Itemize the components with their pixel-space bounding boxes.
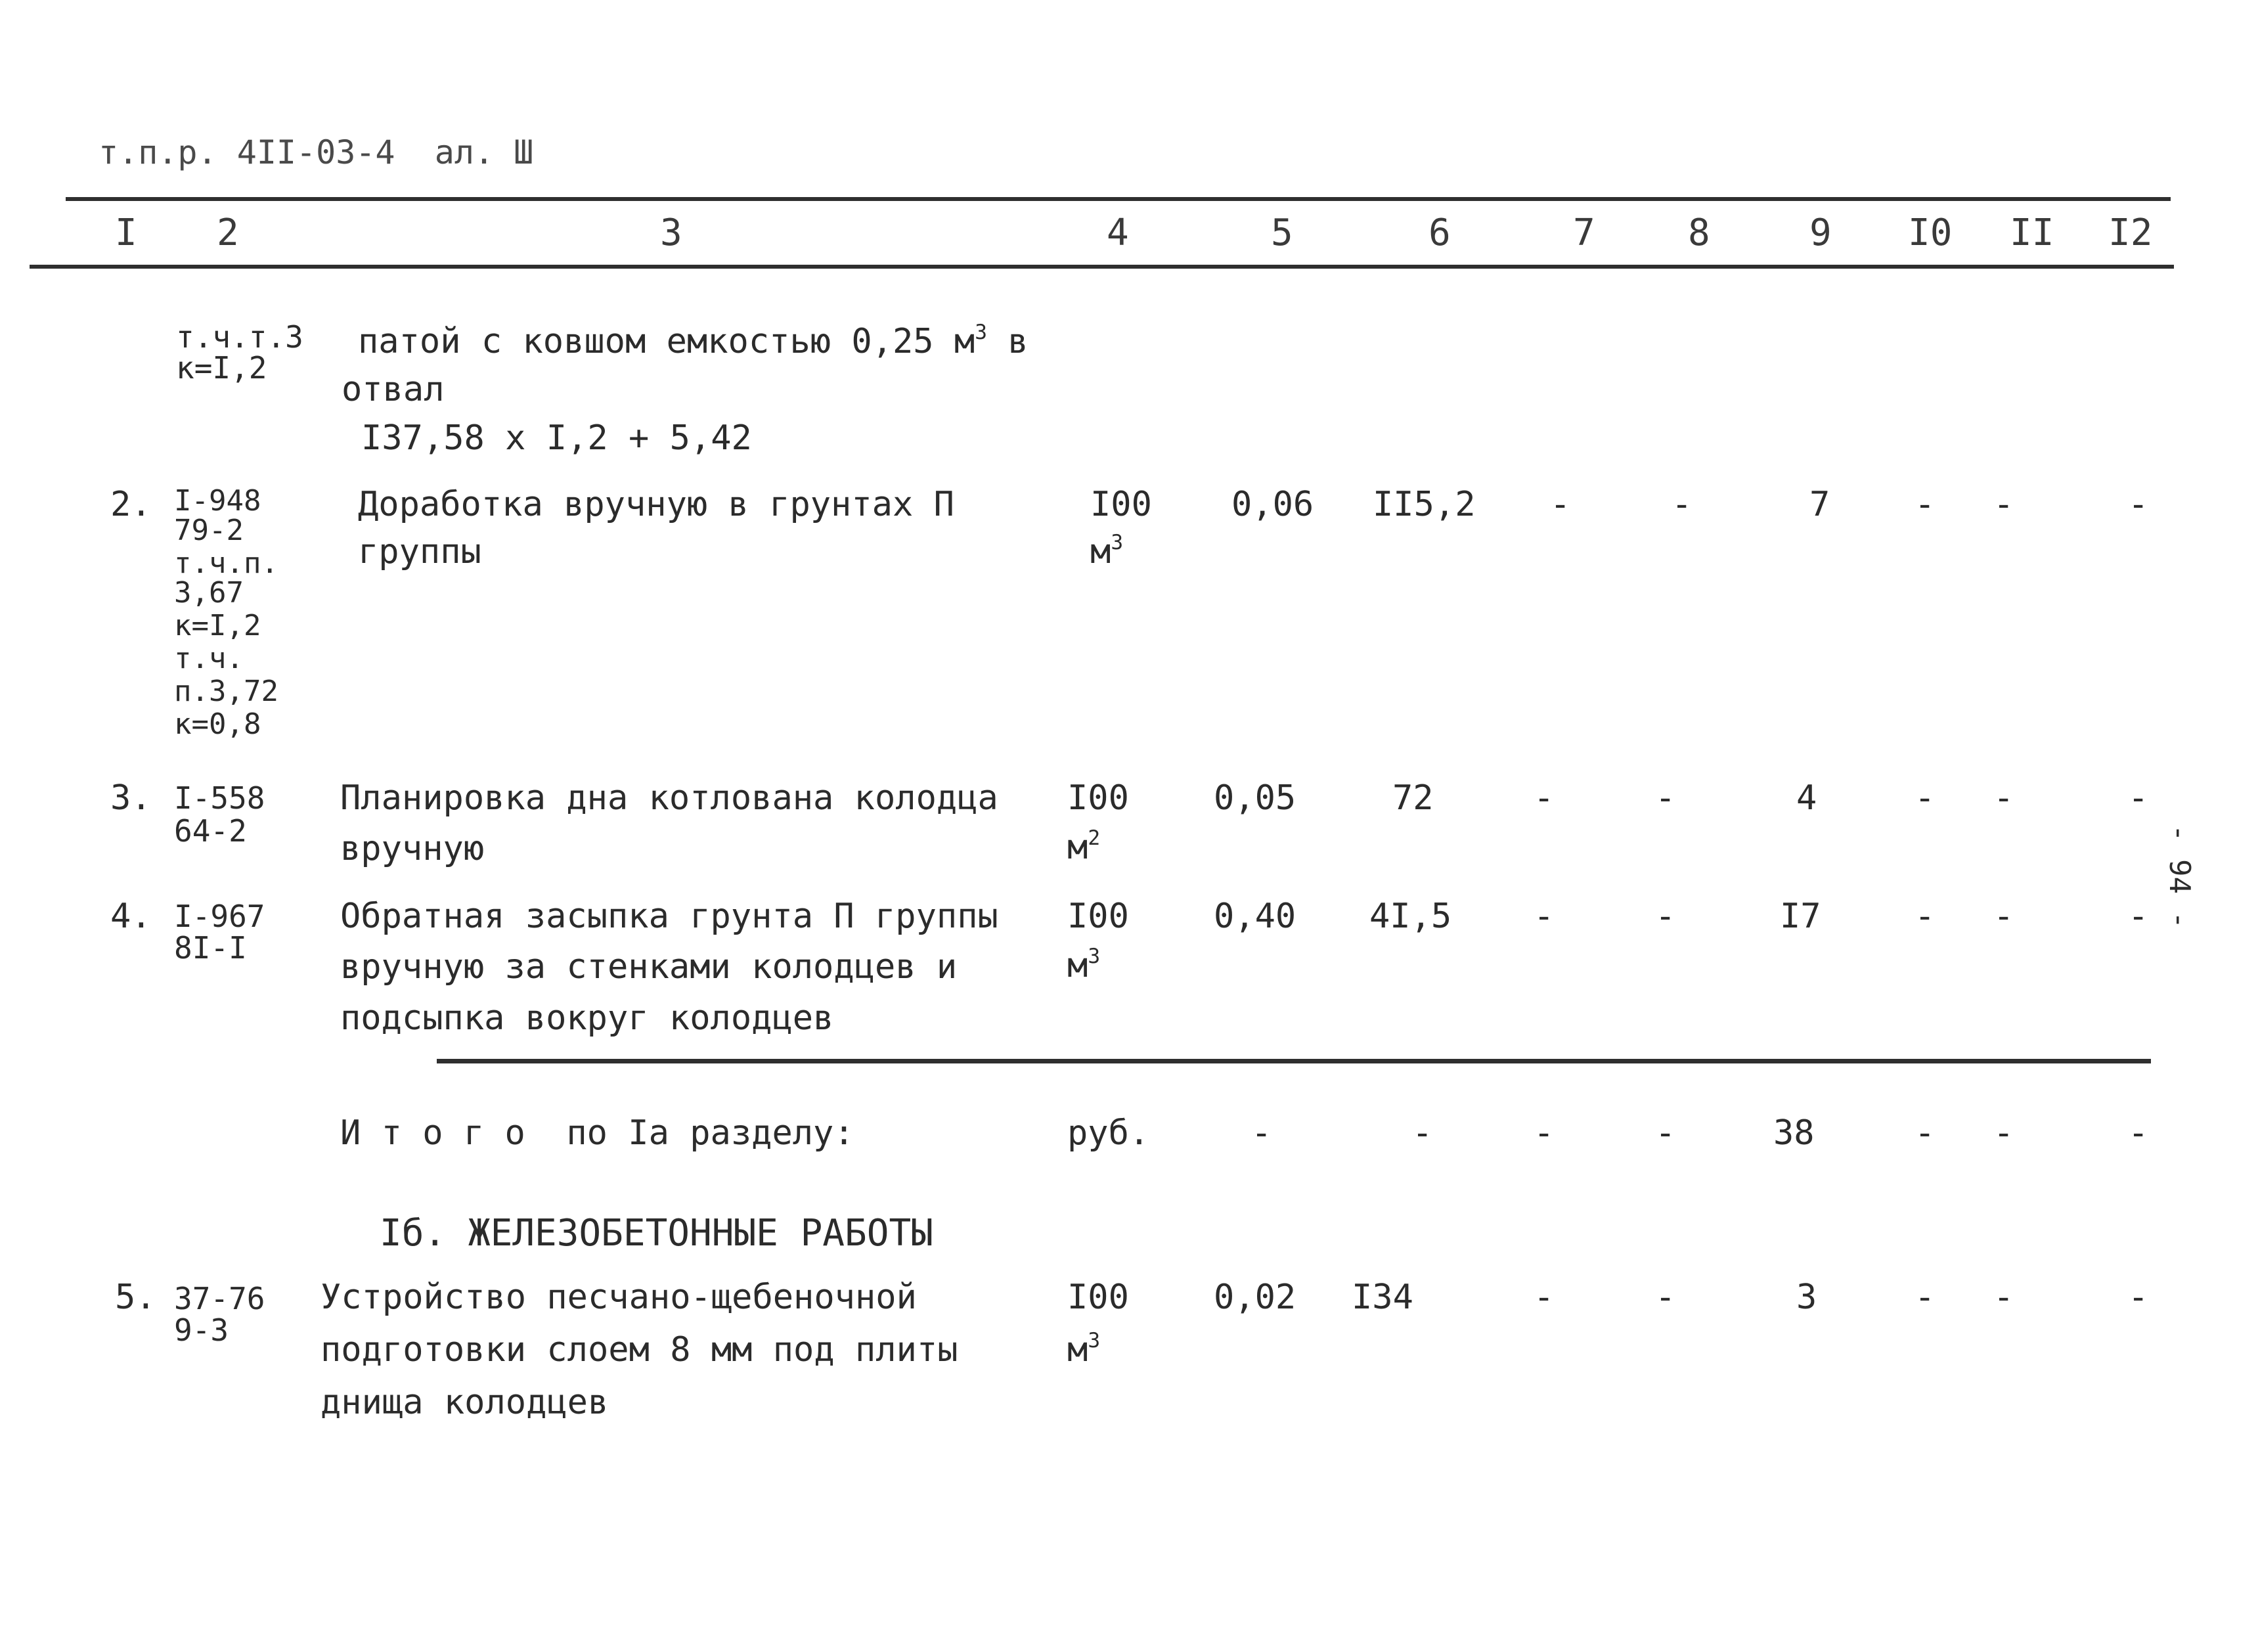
row-quantity: 0,06 [1231, 485, 1314, 524]
row-code-line: 64-2 [174, 813, 247, 849]
row-code-line: 3,67 [174, 576, 244, 610]
column-header-8: 8 [1688, 212, 1710, 254]
row-description-line: группы [358, 532, 481, 571]
row-price: 4I,5 [1369, 897, 1452, 936]
row-code-line: т.ч.п. [174, 547, 278, 580]
row-col-7: - [1534, 778, 1555, 818]
row-code-line: I-948 [174, 484, 261, 518]
row-description-line: подготовки слоем 8 мм под плиты [321, 1330, 958, 1370]
row-price: I34 [1352, 1278, 1413, 1317]
row-description-line: вручную за стенками колодцев и [340, 947, 958, 987]
row-number: 3. [110, 778, 152, 818]
total-col-5: - [1251, 1113, 1272, 1153]
row-col-11: - [1993, 1278, 2014, 1317]
row-quantity: 0,40 [1214, 897, 1296, 936]
row-unit-measure: $м^3$ [1090, 530, 1124, 571]
row-code-line: 37-76 [174, 1281, 265, 1316]
total-unit: руб. [1067, 1113, 1150, 1153]
row-col-12: - [2128, 778, 2149, 818]
column-header-1: I [115, 212, 137, 254]
row-col-8: - [1655, 897, 1676, 936]
row-unit-measure: $м^3$ [1067, 1328, 1101, 1370]
row-description-line: Доработка вручную в грунтах П [358, 485, 954, 524]
row-col-9: 4 [1796, 778, 1817, 818]
row-col-10: - [1915, 1278, 1936, 1317]
row-col-11: - [1993, 897, 2014, 936]
row-description-line: вручную [340, 829, 485, 868]
row-col-7: - [1534, 897, 1555, 936]
row-price: 72 [1392, 778, 1434, 818]
total-col-12: - [2128, 1113, 2149, 1153]
row-unit: I00 [1090, 485, 1152, 524]
row-col-8: - [1655, 1278, 1676, 1317]
row-number: 5. [115, 1278, 156, 1317]
row-description-line: отвал [342, 370, 445, 409]
subtotal-rule [437, 1059, 2151, 1063]
row-quantity: 0,05 [1214, 778, 1296, 818]
row-unit: I00 [1067, 897, 1129, 936]
total-col-11: - [1993, 1113, 2014, 1153]
row-code-line: т.ч.т.3 [176, 319, 303, 355]
row-description-line: патой с ковшом емкостью 0,25 $м^3$ в [358, 320, 1029, 361]
row-code-line: 8I-I [174, 930, 247, 966]
row-description-line: Обратная засыпка грунта П группы [340, 897, 998, 936]
column-header-12: I2 [2108, 212, 2153, 254]
total-col-6: - [1412, 1113, 1433, 1153]
row-col-9: 7 [1809, 485, 1830, 524]
row-code-line: т.ч. [174, 642, 244, 675]
total-label: И т о г о по Iа разделу: [340, 1113, 854, 1153]
column-header-4: 4 [1107, 212, 1129, 254]
column-header-6: 6 [1428, 212, 1451, 254]
row-quantity: 0,02 [1214, 1278, 1296, 1317]
row-col-10: - [1915, 485, 1936, 524]
row-col-7: - [1534, 1278, 1555, 1317]
row-code-line: 9-3 [174, 1312, 229, 1348]
table-header-rule [30, 265, 2174, 269]
row-col-11: - [1993, 778, 2014, 818]
row-unit-measure: $м^3$ [1067, 944, 1101, 985]
row-formula: I37,58 х I,2 + 5,42 [361, 418, 752, 458]
row-col-12: - [2128, 485, 2149, 524]
column-header-7: 7 [1573, 212, 1595, 254]
row-description-line: Устройство песчано-щебеночной [321, 1278, 917, 1317]
row-col-11: - [1993, 485, 2014, 524]
row-description-line: подсыпка вокруг колодцев [340, 998, 834, 1038]
row-col-12: - [2128, 1278, 2149, 1317]
page-number: - 94 - [2163, 824, 2196, 929]
row-number: 4. [110, 897, 152, 936]
column-header-3: 3 [660, 212, 682, 254]
table-top-rule [66, 197, 2171, 201]
document-reference: т.п.р. 4II-03-4 ал. Ш [99, 133, 534, 171]
row-unit: I00 [1067, 778, 1129, 818]
section-title: Iб. ЖЕЛЕЗОБЕТОННЫЕ РАБОТЫ [380, 1212, 933, 1255]
total-col-8: - [1655, 1113, 1676, 1153]
row-code-line: I-967 [174, 899, 265, 934]
column-header-2: 2 [217, 212, 239, 254]
row-unit: I00 [1067, 1278, 1129, 1317]
column-header-11: II [2010, 212, 2054, 254]
row-col-12: - [2128, 897, 2149, 936]
column-header-5: 5 [1271, 212, 1293, 254]
row-code-line: I-558 [174, 780, 265, 816]
row-col-8: - [1655, 778, 1676, 818]
row-code-line: к=I,2 [174, 609, 261, 642]
row-col-8: - [1671, 485, 1693, 524]
row-col-9: I7 [1780, 897, 1821, 936]
total-col-7: - [1534, 1113, 1555, 1153]
row-code-line: п.3,72 [174, 675, 278, 708]
row-number: 2. [110, 485, 152, 524]
row-description-line: днища колодцев [321, 1383, 609, 1422]
row-col-7: - [1550, 485, 1571, 524]
column-header-10: I0 [1908, 212, 1953, 254]
row-description-line: Планировка дна котлована колодца [340, 778, 998, 818]
row-col-10: - [1915, 897, 1936, 936]
row-code-line: к=0,8 [174, 707, 261, 741]
total-col-9: 38 [1773, 1113, 1815, 1153]
row-code-line: 79-2 [174, 514, 244, 547]
row-code-line: к=I,2 [176, 350, 267, 386]
column-header-9: 9 [1809, 212, 1832, 254]
total-col-10: - [1915, 1113, 1936, 1153]
row-col-10: - [1915, 778, 1936, 818]
row-col-9: 3 [1796, 1278, 1817, 1317]
row-price: II5,2 [1373, 485, 1476, 524]
row-unit-measure: $м^2$ [1067, 826, 1101, 867]
